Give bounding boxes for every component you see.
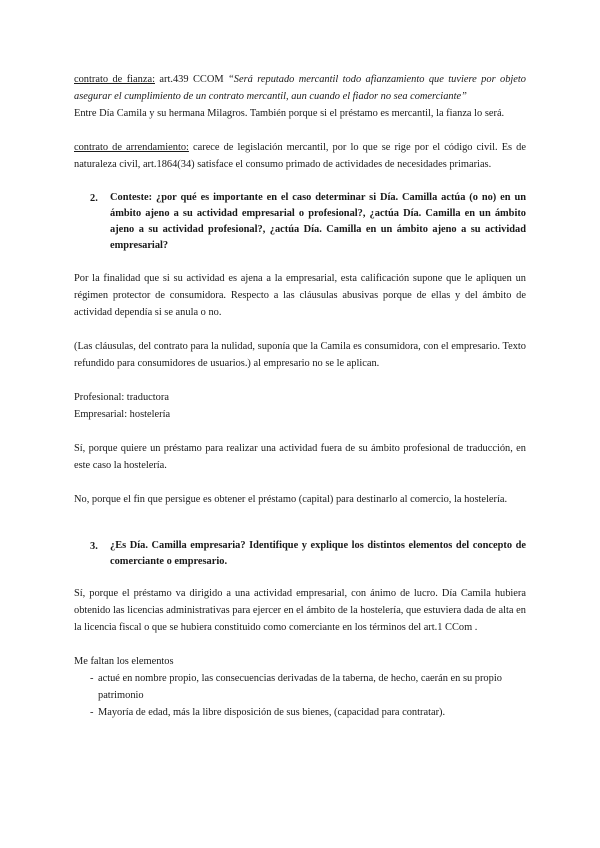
list-item: - Mayoría de edad, más la libre disposición de sus bienes, (capacidad para contratar). <box>74 704 526 721</box>
question-2-number: 2. <box>90 193 98 204</box>
q2-paragraph-2: (Las cláusulas, del contrato para la nulidad, suponía que la Camila es consumidora, con el empresario. Texto refundido para consumidores de usuarios.) al empresario no se le aplican. <box>74 341 526 369</box>
dash-bullet: - <box>90 707 94 718</box>
q2-profesional: Profesional: traductora <box>74 392 169 403</box>
question-2-title: Conteste: ¿por qué es importante en el caso determinar si Día. Camilla actúa (o no) en un ámbito ajeno a su actividad empresarial o profesional?, ¿actúa Día. Camilla en un ámbito ajeno a su actividad profesional?, ¿actúa Día. Camilla en un ámbito ajeno a su actividad empresarial? <box>110 192 526 251</box>
question-3-title: ¿Es Día. Camilla empresaria? Identifique y explique los distintos elementos del concepto de comerciante o empresario. <box>110 540 526 567</box>
arrendamiento-label: contrato de arrendamiento: <box>74 142 189 153</box>
q3-elements-list <box>74 670 526 721</box>
arrendamiento-text: carece de legislación mercantil, por lo que se rige por el código civil. Es de naturaleza civil, art.1864(34) satisface el consumo primado de actividades de necesidades primarias. <box>74 142 526 170</box>
q2-empresarial: Empresarial: hostelería <box>74 409 171 420</box>
fianza-label: contrato de fianza: <box>74 74 155 85</box>
document-page <box>74 71 526 721</box>
dash-bullet: - <box>90 673 94 684</box>
fianza-ref: art.439 CCOM <box>154 74 228 85</box>
q2-paragraph-4: No, porque el fin que persigue es obtener el préstamo (capital) para destinarlo al comercio, la hostelería. <box>74 494 508 505</box>
question-3-number: 3. <box>90 541 98 552</box>
question-2-heading <box>90 190 526 254</box>
fianza-quote: “Será reputado mercantil todo afianzamiento que tuviere por objeto asegurar el cumplimiento de un contrato mercantil, aun cuando el fiador no sea comerciante” <box>74 74 527 102</box>
fianza-text: Entre Día Camila y su hermana Milagros. También porque si el préstamo es mercantil, la fianza lo será. <box>74 108 505 119</box>
arrendamiento-paragraph <box>74 139 526 173</box>
question-3-heading <box>90 538 526 570</box>
fianza-paragraph <box>74 71 526 105</box>
q2-paragraph-3: Sí, porque quiere un préstamo para realizar una actividad fuera de su ámbito profesional de traducción, en este caso la hostelería. <box>74 443 526 471</box>
list-item: - actué en nombre propio, las consecuencias derivadas de la taberna, de hecho, caerán en su propio patrimonio <box>74 670 526 704</box>
q3-paragraph-1: Sí, porque el préstamo va dirigido a una actividad empresarial, con ánimo de lucro. Día Camila hubiera obtenido las licencias administrativas para ejercer en el ámbito de la hostelería, que estuviera dada de alta en la licencia fiscal o que se hubiera constituido como comerciante en los términos del art.1 CCom . <box>74 588 526 633</box>
q2-paragraph-1: Por la finalidad que si su actividad es ajena a la empresarial, esta calificación supone que le apliquen un régimen protector de consumidora. Respecto a las cláusulas abusivas porque de ellas y del ámbito de actividad dependía si se anula o no. <box>74 273 526 318</box>
q3-missing-intro: Me faltan los elementos <box>74 656 174 667</box>
